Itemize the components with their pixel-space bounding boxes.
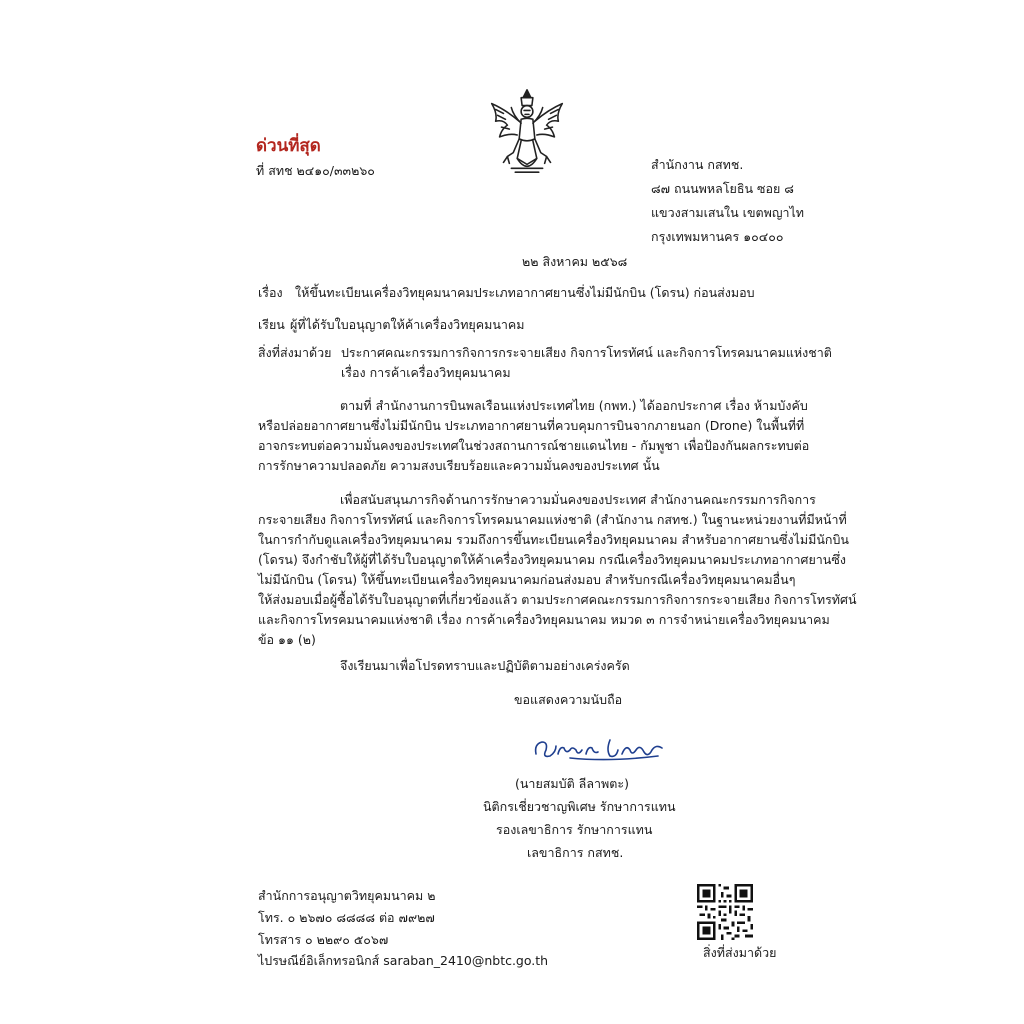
signatory-name: (นายสมบัติ ลีลาพตะ) [515, 776, 629, 791]
para2-line-2: กระจายเสียง กิจการโทรทัศน์ และกิจการโทรคมนาคมแห่งชาติ (สำนักงาน กสทช.) ในฐานะหน่วยงานที่มีหน้าที่ [258, 512, 847, 527]
para2-line-8: ข้อ ๑๑ (๒) [258, 632, 316, 647]
para1-line-1: ตามที่ สำนักงานการบินพลเรือนแห่งประเทศไทย (กพท.) ได้ออกประกาศ เรื่อง ห้ามบังคับ [340, 398, 808, 413]
signatory-title-2: รองเลขาธิการ รักษาการแทน [496, 822, 653, 837]
para2-line-6: ให้ส่งมอบเมื่อผู้ซื้อได้รับใบอนุญาตที่เกี่ยวข้องแล้ว ตามประกาศคณะกรรมการกิจการกระจายเสียง กิจการโทรทัศน์ [258, 592, 857, 607]
regards-text: ขอแสดงความนับถือ [514, 692, 623, 707]
para2-line-1: เพื่อสนับสนุนภารกิจด้านการรักษาความมั่นคงของประเทศ สำนักงานคณะกรรมการกิจการ [340, 492, 816, 507]
addressee-label: เรียน [258, 317, 285, 332]
letter-date: ๒๒ สิงหาคม ๒๕๖๘ [522, 254, 628, 269]
signatory-title-3: เลขาธิการ กสทช. [527, 845, 624, 860]
reference-number: ที่ สทช ๒๔๑๐/๓๓๒๖๐ [256, 163, 375, 178]
enclosure-line-1: ประกาศคณะกรรมการกิจการกระจายเสียง กิจการโทรทัศน์ และกิจการโทรคมนาคมแห่งชาติ [341, 345, 832, 360]
footer-office: สำนักการอนุญาตวิทยุคมนาคม ๒ [258, 888, 436, 903]
subject-text: ให้ขึ้นทะเบียนเครื่องวิทยุคมนาคมประเภทอากาศยานซึ่งไม่มีนักบิน (โดรน) ก่อนส่งมอบ [295, 285, 755, 300]
para2-line-4: (โดรน) จึงกำชับให้ผู้ที่ได้รับใบอนุญาตให้ค้าเครื่องวิทยุคมนาคม กรณีเครื่องวิทยุคมนาคมประเภทอากาศยานซึ่ง [258, 552, 846, 567]
para2-line-5: ไม่มีนักบิน (โดรน) ให้ขึ้นทะเบียนเครื่องวิทยุคมนาคมก่อนส่งมอบ สำหรับกรณีเครื่องวิทยุคมนาคมอื่นๆ [258, 572, 796, 587]
address-line-4: กรุงเทพมหานคร ๑๐๔๐๐ [651, 229, 784, 244]
enclosure-label: สิ่งที่ส่งมาด้วย [258, 345, 332, 360]
footer-fax: โทรสาร ๐ ๒๒๙๐ ๕๐๖๗ [258, 932, 389, 947]
address-line-3: แขวงสามเสนใน เขตพญาไท [651, 205, 805, 220]
para2-line-7: และกิจการโทรคมนาคมแห่งชาติ เรื่อง การค้าเครื่องวิทยุคมนาคม หมวด ๓ การจำหน่ายเครื่องวิทยุคมนาคม [258, 612, 830, 627]
para1-line-2: หรือปล่อยอากาศยานซึ่งไม่มีนักบิน ประเภทอากาศยานที่ควบคุมการบินจากภายนอก (Drone) ในพื้นที่ที่ [258, 418, 805, 433]
enclosure-line-2: เรื่อง การค้าเครื่องวิทยุคมนาคม [341, 365, 511, 380]
signatory-title-1: นิติกรเชี่ยวชาญพิเศษ รักษาการแทน [483, 799, 676, 814]
garuda-emblem-icon [478, 84, 576, 182]
addressee-text: ผู้ที่ได้รับใบอนุญาตให้ค้าเครื่องวิทยุคมนาคม [290, 317, 525, 332]
footer-phone: โทร. ๐ ๒๖๗๐ ๘๘๘๘ ต่อ ๗๙๒๗ [258, 910, 435, 925]
address-line-2: ๘๗ ถนนพหลโยธิน ซอย ๘ [651, 181, 794, 196]
signature-icon [530, 732, 670, 766]
closing-sentence: จึงเรียนมาเพื่อโปรดทราบและปฏิบัติตามอย่างเคร่งครัด [340, 658, 630, 673]
qr-caption: สิ่งที่ส่งมาด้วย [703, 945, 777, 960]
para1-line-4: การรักษาความปลอดภัย ความสงบเรียบร้อยและความมั่นคงของประเทศ นั้น [258, 458, 660, 473]
footer-email: ไปรษณีย์อิเล็กทรอนิกส์ saraban_2410@nbtc.go.th [258, 953, 549, 968]
para2-line-3: ในการกำกับดูแลเครื่องวิทยุคมนาคม รวมถึงการขึ้นทะเบียนเครื่องวิทยุคมนาคม สำหรับอากาศยานซึ่งไม่มีนักบิน [258, 532, 849, 547]
urgency-label: ด่วนที่สุด [256, 136, 321, 156]
para1-line-3: อาจกระทบต่อความมั่นคงของประเทศในช่วงสถานการณ์ชายแดนไทย - กัมพูชา เพื่อป้องกันผลกระทบต่อ [258, 438, 810, 453]
qr-code-icon[interactable] [697, 884, 753, 940]
address-line-1: สำนักงาน กสทช. [651, 157, 744, 172]
subject-label: เรื่อง [258, 285, 283, 300]
